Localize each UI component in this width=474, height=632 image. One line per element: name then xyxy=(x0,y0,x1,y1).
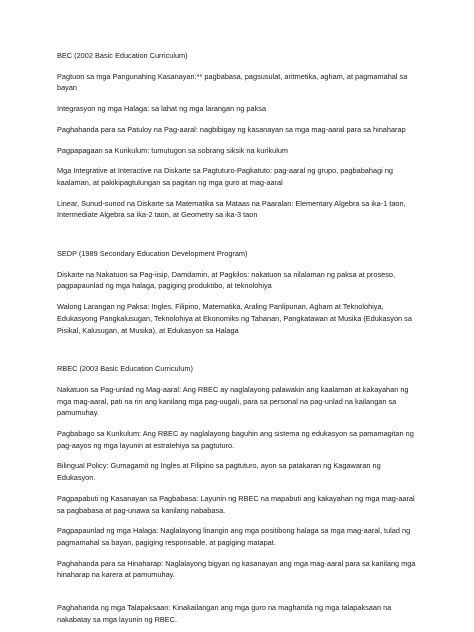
section-title: RBEC (2003 Basic Education Curriculum) xyxy=(57,364,193,374)
section-title: BEC (2002 Basic Education Curriculum) xyxy=(57,51,188,60)
paragraph: Mga Integrative at Interactive na Diskarte sa Pagtuturo-Pagkatuto: pag-aaral ng grupo, pagbabahagi ng kaalaman, at pakikipagtulungan sa pagitan ng mga guro at mag-aaral xyxy=(57,166,393,187)
paragraph: Paghahanda para sa Patuloy na Pag-aaral: nagbibigay ng kasanayan sa mga mag-aaral para sa hinaharap xyxy=(57,124,406,134)
section-rbec xyxy=(57,363,419,581)
paragraph: Pagbabago sa Kurikulum: Ang RBEC ay naglalayong baguhin ang sistema ng edukasyon sa pamamagitan ng pag-aayos ng mga layunin at estratehiya sa pagtuturo. xyxy=(57,429,414,450)
paragraph: Integrasyon ng mga Halaga: sa lahat ng mga larangan ng paksa xyxy=(57,104,267,114)
paragraph: Pagtuon sa mga Pangunahing Kasanayan:** pagbabasa, pagsusulat, aritmetika, agham, at pagmamahal sa bayan xyxy=(57,71,408,93)
paragraph: Pagpapagaan sa Kurikulum: tumutugon sa sobrang siksik na kurikulum xyxy=(57,145,289,155)
paragraph: Nakatuon sa Pag-unlad ng Mag-aaral: Ang RBEC ay naglalayong palawakin ang kaalaman at kakayahan ng mga mag-aaral, pati na rin ang kanilang mga pag-uugali, para sa personal na pag-unlad na kailangan sa pamumuhay. xyxy=(57,384,409,418)
paragraph: Walong Larangan ng Paksa: Ingles, Filipino, Matematika, Araling Panlipunan, Agham at Teknolohiya, Edukasyong Pangkalusugan, Teknolohiya at Ekonomiks ng Tahanan, Pangkatawan at Musika (Edukasyon sa Pisikal, Kalusugan, at Musika), at Edukasyon sa Halaga xyxy=(57,302,412,335)
section-title: SEDP (1989 Secondary Education Development Program) xyxy=(57,249,248,259)
paragraph: Diskarte na Nakatuon sa Pag-iisip, Damdamin, at Pagkilos: nakatuon sa nilalaman ng paksa at proseso, pagpapaunlad ng mga halaga, pagiging produktibo, at teknolohiya xyxy=(57,269,395,291)
paragraph: Paghahanda ng mga Talapaksaan: Kinakailangan ang mga guro na maghanda ng mga talapaksaan na nakabatay sa mga layunin ng RBEC. xyxy=(57,603,392,624)
paragraph: Linear, Sunud-sunod na Diskarte sa Matematika sa Mataas na Paaralan: Elementary Algebra sa ika-1 taon, Intermediate Algebra sa ika-2 taon, at Geometry sa ika-3 taon xyxy=(57,198,406,220)
section-rbec-continued xyxy=(57,602,419,625)
paragraph: Pagpapaunlad ng mga Halaga: Naglalayong linangin ang mga positibong halaga sa mga mag-aaral, tulad ng pagmamahal sa bayan, pagiging responsable, at pagiging matapat. xyxy=(57,526,411,547)
section-sedp xyxy=(57,248,419,336)
section-bec xyxy=(57,50,419,221)
document-body xyxy=(57,50,419,626)
paragraph: Pagpapabuti ng Kasanayan sa Pagbabasa: Layunin ng RBEC na mapabuti ang kakayahan ng mga mag-aaral sa pagbabasa at pag-unawa sa kanilang nababasa. xyxy=(57,493,415,515)
paragraph: Bilingual Policy: Gumagamit ng Ingles at Filipino sa pagtuturo, ayon sa patakaran ng Kagawaran ng Edukasyon. xyxy=(57,461,381,483)
paragraph: Paghahanda para sa Hinaharap: Naglalayong bigyan ng kasanayan ang mga mag-aaral para sa kanilang mga hinaharap na karera at pamumuhay. xyxy=(57,558,416,580)
